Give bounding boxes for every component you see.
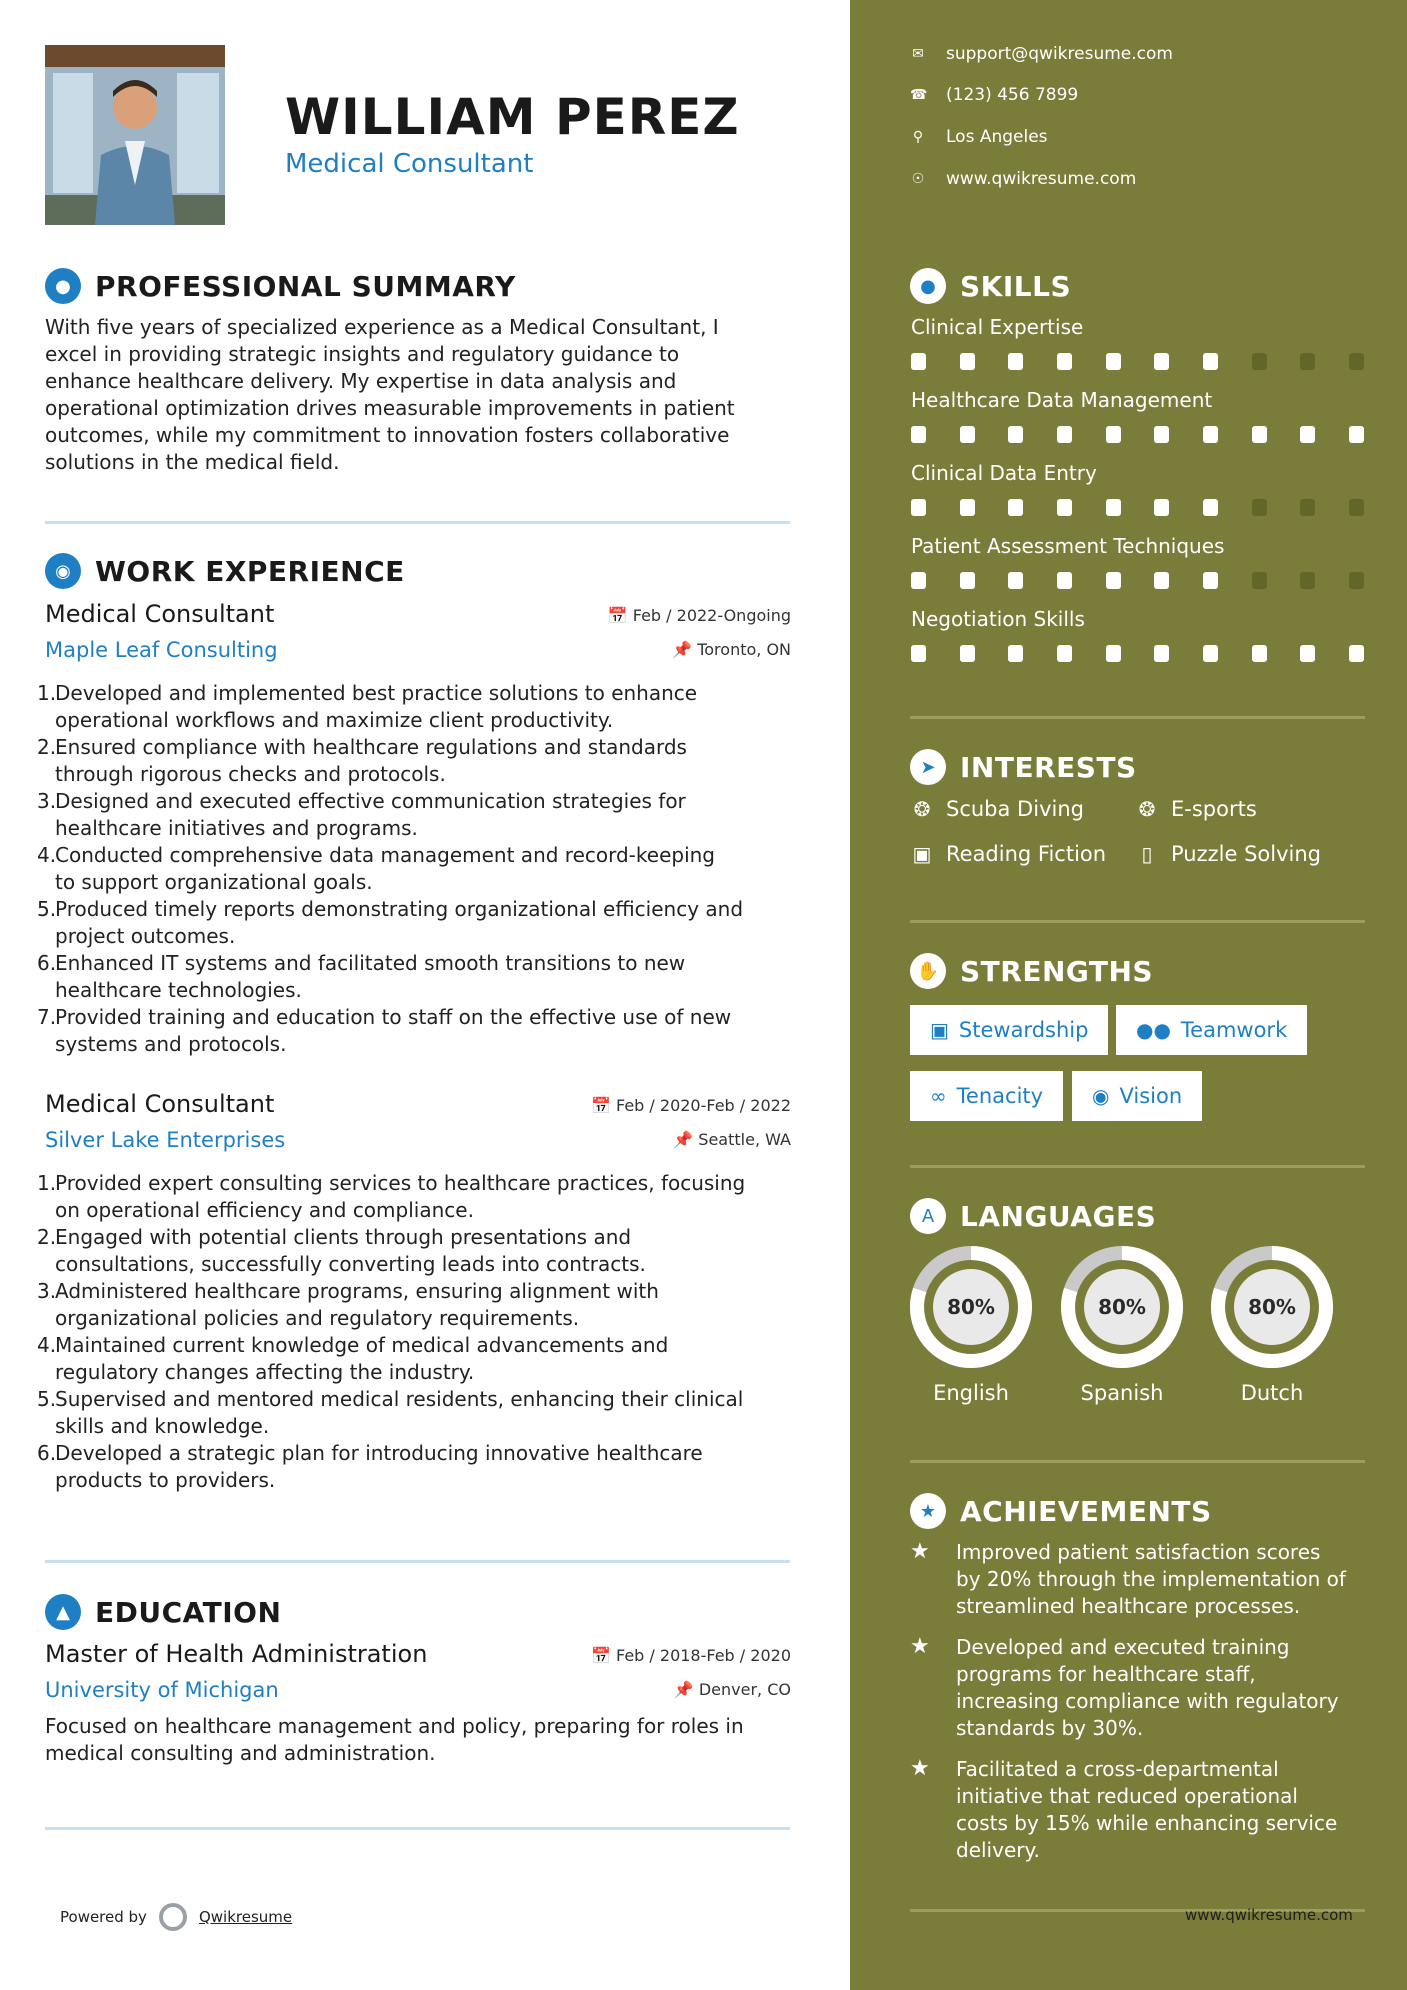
achievement-text <box>956 1756 1337 1864</box>
skill-dot <box>1008 426 1023 443</box>
star-icon: ★ <box>910 1493 946 1529</box>
bullet-line: Produced timely reports demonstrating organizational efficiency and <box>55 897 744 921</box>
job-date: 📅 Feb / 2022-Ongoing <box>607 606 791 625</box>
powered-by <box>60 1903 292 1931</box>
bullet-line: Provided training and education to staff on the effective use of new <box>55 1005 732 1029</box>
language-percent: 80% <box>947 1295 995 1319</box>
briefcase-icon: ▣ <box>930 1018 949 1042</box>
skill-dot <box>1203 645 1218 662</box>
skill-dot <box>1106 645 1121 662</box>
bullet-text <box>55 734 687 788</box>
bullet-text <box>55 950 685 1004</box>
bullet-line: consultations, successfully converting leads into contracts. <box>55 1252 646 1276</box>
skill-dot <box>911 572 926 589</box>
summary-line: solutions in the medical field. <box>45 450 340 474</box>
interest-item: ▣ Reading Fiction <box>910 842 1106 866</box>
calendar-icon: 📅 <box>607 606 628 625</box>
strength-tag: ◉ Vision <box>1072 1071 1202 1121</box>
sidebar-divider <box>910 920 1365 923</box>
skill-dot <box>1252 645 1267 662</box>
job-bullet <box>37 1224 797 1278</box>
candidate-role: Medical Consultant <box>285 149 534 179</box>
qwikresume-logo-icon <box>159 1903 187 1931</box>
job-title: Medical Consultant <box>45 600 275 628</box>
language-percent: 80% <box>1098 1295 1146 1319</box>
skill-dot <box>1154 426 1169 443</box>
language-name: Dutch <box>1240 1381 1304 1405</box>
user-icon: ● <box>45 268 81 304</box>
job-bullet <box>37 1170 797 1224</box>
achievements-title: ACHIEVEMENTS <box>960 1494 1212 1528</box>
skill-dot <box>1252 426 1267 443</box>
job-bullet <box>37 1440 797 1494</box>
skill-dot <box>1154 645 1169 662</box>
education-date: 📅 Feb / 2018-Feb / 2020 <box>590 1646 791 1665</box>
bullet-line: regulatory changes affecting the industry. <box>55 1360 475 1384</box>
bullet-line: healthcare initiatives and programs. <box>55 816 418 840</box>
achievement-line: programs for healthcare staff, <box>956 1662 1256 1686</box>
sidebar-divider <box>910 1165 1365 1168</box>
skill-dot <box>960 572 975 589</box>
contact-email[interactable]: ✉ support@qwikresume.com <box>910 44 1173 64</box>
education-description <box>45 1713 795 1767</box>
skill-dot <box>1057 353 1072 370</box>
skill-dot <box>1057 572 1072 589</box>
work-heading <box>45 553 405 589</box>
section-divider <box>45 521 790 524</box>
bullet-line: skills and knowledge. <box>55 1414 270 1438</box>
skill-dot <box>1057 499 1072 516</box>
job-entry <box>37 600 791 1056</box>
bullet-text <box>55 1170 745 1224</box>
achievement-line: Developed and executed training <box>956 1635 1290 1659</box>
skill-level <box>911 426 1364 443</box>
skill-dot <box>1106 572 1121 589</box>
bullet-number: 4. <box>37 1333 57 1357</box>
strengths-title: STRENGTHS <box>960 954 1154 988</box>
achievement-line: streamlined healthcare processes. <box>956 1594 1301 1618</box>
bullet-number: 6. <box>37 1441 57 1465</box>
job-bullet <box>37 1278 797 1332</box>
gamepad-icon: ▣ <box>912 842 932 866</box>
bullet-line: operational workflows and maximize client productivity. <box>55 708 614 732</box>
job-bullets <box>37 1170 797 1494</box>
summary-line: operational optimization drives measurable improvements in patient <box>45 396 735 420</box>
bullet-line: Enhanced IT systems and facilitated smooth transitions to new <box>55 951 686 975</box>
star-icon: ★ <box>910 1634 930 1659</box>
skill-dot <box>1057 645 1072 662</box>
bullet-line: to support organizational goals. <box>55 870 373 894</box>
bullet-number: 2. <box>37 735 57 759</box>
powered-by-label: Powered by <box>60 1908 147 1926</box>
interests-heading <box>910 749 1137 785</box>
education-location: 📌 Denver, CO <box>673 1680 791 1699</box>
bullet-line: products to providers. <box>55 1468 276 1492</box>
skills-heading <box>910 268 1071 304</box>
achievements-heading <box>910 1493 1212 1529</box>
sidebar-divider <box>910 716 1365 719</box>
bullet-line: Conducted comprehensive data management and record-keeping <box>55 843 715 867</box>
skill-dot <box>1008 499 1023 516</box>
job-company: Silver Lake Enterprises <box>45 1128 286 1152</box>
pin-icon: 📌 <box>673 1680 694 1699</box>
skill-dot <box>960 353 975 370</box>
bullet-text <box>55 1332 668 1386</box>
skill-dot <box>1154 572 1169 589</box>
achievement-line: delivery. <box>956 1838 1040 1862</box>
skill-dot <box>1203 499 1218 516</box>
skills-title: SKILLS <box>960 269 1072 303</box>
bullet-text <box>55 896 743 950</box>
job-bullet <box>37 1004 797 1058</box>
bullet-number: 1. <box>37 681 57 705</box>
bullet-number: 4. <box>37 843 57 867</box>
job-bullet <box>37 896 797 950</box>
skill-dot <box>911 645 926 662</box>
bullet-text <box>55 1440 703 1494</box>
fist-icon: ✋ <box>910 953 946 989</box>
languages-heading <box>910 1198 1156 1234</box>
job-bullet <box>37 1332 797 1386</box>
achievement-item <box>910 1756 1370 1864</box>
skill-level <box>911 645 1364 662</box>
bullet-text <box>55 842 715 896</box>
binoculars-icon: ◉ <box>1092 1084 1110 1108</box>
bullet-text <box>55 1278 659 1332</box>
skill-dot <box>1008 572 1023 589</box>
bullet-line: on operational efficiency and compliance. <box>55 1198 474 1222</box>
skill-level <box>911 499 1364 516</box>
contact-location: ⚲ Los Angeles <box>910 127 1048 147</box>
life-ring-icon: ❂ <box>913 797 931 821</box>
achievement-text <box>956 1634 1339 1742</box>
bullet-text <box>55 788 686 842</box>
job-bullet <box>37 734 797 788</box>
bullet-number: 1. <box>37 1171 57 1195</box>
globe-icon: ☉ <box>911 171 925 187</box>
bullet-line: Engaged with potential clients through presentations and <box>55 1225 632 1249</box>
bullet-line: Maintained current knowledge of medical advancements and <box>55 1333 669 1357</box>
interest-item: ❂ E-sports <box>1135 797 1257 821</box>
bullet-number: 7. <box>37 1005 57 1029</box>
skill-name: Negotiation Skills <box>911 607 1085 631</box>
link-icon: ∞ <box>930 1084 947 1108</box>
footer-website[interactable]: www.qwikresume.com <box>1185 1906 1353 1924</box>
language-ring <box>1210 1245 1334 1369</box>
briefcase-icon: ◉ <box>45 553 81 589</box>
life-ring-icon: ❂ <box>1138 797 1156 821</box>
strength-tag: ●● Teamwork <box>1116 1005 1307 1055</box>
skill-dot <box>1349 645 1364 662</box>
skill-dot <box>1300 645 1315 662</box>
bullet-line: Ensured compliance with healthcare regulations and standards <box>55 735 687 759</box>
job-title: Medical Consultant <box>45 1090 275 1118</box>
summary-heading <box>45 268 516 304</box>
star-icon: ★ <box>910 1539 930 1564</box>
paper-plane-icon: ➤ <box>910 749 946 785</box>
bullet-number: 5. <box>37 1387 57 1411</box>
skill-dot <box>1203 572 1218 589</box>
strengths-heading <box>910 953 1153 989</box>
skill-dot <box>960 645 975 662</box>
degree: Master of Health Administration <box>45 1640 428 1668</box>
job-bullets <box>37 680 797 1058</box>
translate-icon: A <box>910 1198 946 1234</box>
bullet-line: Supervised and mentored medical residents, enhancing their clinical <box>55 1387 744 1411</box>
skill-dot <box>1203 426 1218 443</box>
skill-dot <box>1106 426 1121 443</box>
skill-dot <box>1300 572 1315 589</box>
brand-link[interactable]: Qwikresume <box>198 1908 293 1926</box>
job-entry <box>37 1090 791 1492</box>
skill-name: Healthcare Data Management <box>911 388 1213 412</box>
profile-photo <box>45 45 225 225</box>
strength-tag: ∞ Tenacity <box>910 1071 1063 1121</box>
bullet-text <box>55 1224 646 1278</box>
bullet-line: Administered healthcare programs, ensuring alignment with <box>55 1279 659 1303</box>
summary-line: enhance healthcare delivery. My expertise in data analysis and <box>45 369 677 393</box>
bullet-line: Developed a strategic plan for introducing innovative healthcare <box>55 1441 703 1465</box>
skill-dot <box>1349 572 1364 589</box>
bullet-line: Provided expert consulting services to healthcare practices, focusing <box>55 1171 746 1195</box>
skill-dot <box>1349 353 1364 370</box>
bullet-text <box>55 1004 731 1058</box>
skill-dot <box>1252 353 1267 370</box>
job-location: 📌 Toronto, ON <box>672 640 791 659</box>
job-bullet <box>37 680 797 734</box>
bullet-line: Developed and implemented best practice solutions to enhance <box>55 681 698 705</box>
calendar-icon: 📅 <box>590 1096 611 1115</box>
skill-level <box>911 572 1364 589</box>
bullet-number: 2. <box>37 1225 57 1249</box>
skill-dot <box>1106 499 1121 516</box>
section-divider <box>45 1560 790 1563</box>
map-pin-icon: ⚲ <box>912 129 924 145</box>
bullet-number: 3. <box>37 789 57 813</box>
education-heading <box>45 1594 281 1630</box>
star-icon: ★ <box>910 1756 930 1781</box>
achievement-line: by 20% through the implementation of <box>956 1567 1346 1591</box>
skill-level <box>911 353 1364 370</box>
skill-name: Clinical Data Entry <box>911 461 1097 485</box>
achievement-line: Facilitated a cross-departmental <box>956 1757 1279 1781</box>
interests-title: INTERESTS <box>960 750 1137 784</box>
education-title: EDUCATION <box>95 1595 282 1629</box>
bullet-line: Designed and executed effective communication strategies for <box>55 789 686 813</box>
education-line: medical consulting and administration. <box>45 1741 436 1765</box>
job-bullet <box>37 842 797 896</box>
skill-dot <box>960 426 975 443</box>
skill-dot <box>1057 426 1072 443</box>
summary-line: excel in providing strategic insights and regulatory guidance to <box>45 342 680 366</box>
skill-dot <box>911 499 926 516</box>
skill-dot <box>1252 499 1267 516</box>
achievement-item <box>910 1634 1370 1742</box>
language-ring <box>909 1245 1033 1369</box>
achievement-line: Improved patient satisfaction scores <box>956 1540 1321 1564</box>
sidebar-divider <box>910 1460 1365 1463</box>
bullet-line: healthcare technologies. <box>55 978 302 1002</box>
skill-dot <box>1300 426 1315 443</box>
skill-dot <box>1008 353 1023 370</box>
work-title: WORK EXPERIENCE <box>95 554 405 588</box>
skill-dot <box>1154 499 1169 516</box>
interest-item: ❂ Scuba Diving <box>910 797 1084 821</box>
summary-title: PROFESSIONAL SUMMARY <box>95 269 516 303</box>
skill-dot <box>1203 353 1218 370</box>
skill-dot <box>1252 572 1267 589</box>
graduation-icon: ▲ <box>45 1594 81 1630</box>
pin-icon: 📌 <box>672 640 693 659</box>
bullet-text <box>55 1386 743 1440</box>
achievement-line: standards by 30%. <box>956 1716 1144 1740</box>
book-icon: ▯ <box>1141 842 1153 866</box>
envelope-icon: ✉ <box>912 46 924 62</box>
achievement-line: increasing compliance with regulatory <box>956 1689 1339 1713</box>
achievement-item <box>910 1539 1370 1620</box>
skill-dot <box>1154 353 1169 370</box>
skill-dot <box>1300 499 1315 516</box>
bullet-number: 3. <box>37 1279 57 1303</box>
pin-icon: 📌 <box>673 1130 694 1149</box>
summary-line: outcomes, while my commitment to innovation fosters collaborative <box>45 423 730 447</box>
language-name: English <box>933 1381 1009 1405</box>
achievement-text <box>956 1539 1346 1620</box>
calendar-icon: 📅 <box>590 1646 611 1665</box>
bullet-number: 6. <box>37 951 57 975</box>
candidate-name: WILLIAM PEREZ <box>285 88 740 146</box>
skill-dot <box>960 499 975 516</box>
contact-website[interactable]: ☉ www.qwikresume.com <box>911 169 1137 189</box>
skill-dot <box>1008 645 1023 662</box>
bullet-line: project outcomes. <box>55 924 236 948</box>
skill-dot <box>1349 499 1364 516</box>
education-entry <box>45 1640 791 1702</box>
school: University of Michigan <box>45 1678 279 1702</box>
language-ring <box>1060 1245 1184 1369</box>
languages-title: LANGUAGES <box>960 1199 1157 1233</box>
skill-dot <box>1106 353 1121 370</box>
skill-dot <box>1349 426 1364 443</box>
skill-name: Patient Assessment Techniques <box>911 534 1225 558</box>
phone-icon: ☎ <box>910 87 928 103</box>
summary-line: With five years of specialized experience as a Medical Consultant, I <box>45 315 719 339</box>
education-line: Focused on healthcare management and policy, preparing for roles in <box>45 1714 744 1738</box>
achievement-line: costs by 15% while enhancing service <box>956 1811 1338 1835</box>
strength-tag: ▣ Stewardship <box>910 1005 1108 1055</box>
lightbulb-icon: ● <box>910 268 946 304</box>
bullet-number: 5. <box>37 897 57 921</box>
section-divider <box>45 1827 790 1830</box>
job-bullet <box>37 1386 797 1440</box>
bullet-line: systems and protocols. <box>55 1032 287 1056</box>
job-bullet <box>37 788 797 842</box>
job-bullet <box>37 950 797 1004</box>
bullet-line: through rigorous checks and protocols. <box>55 762 446 786</box>
language-percent: 80% <box>1248 1295 1296 1319</box>
job-date: 📅 Feb / 2020-Feb / 2022 <box>590 1096 791 1115</box>
skill-dot <box>1300 353 1315 370</box>
bullet-text <box>55 680 697 734</box>
skill-dot <box>911 426 926 443</box>
users-icon: ●● <box>1136 1018 1171 1042</box>
bullet-line: organizational policies and regulatory requirements. <box>55 1306 580 1330</box>
interest-item: ▯ Puzzle Solving <box>1135 842 1321 866</box>
skill-dot <box>911 353 926 370</box>
contact-phone[interactable]: ☎ (123) 456 7899 <box>910 85 1079 105</box>
summary-text <box>45 314 785 476</box>
skill-name: Clinical Expertise <box>911 315 1084 339</box>
job-location: 📌 Seattle, WA <box>673 1130 791 1149</box>
language-name: Spanish <box>1080 1381 1164 1405</box>
achievement-line: initiative that reduced operational <box>956 1784 1298 1808</box>
job-company: Maple Leaf Consulting <box>45 638 278 662</box>
